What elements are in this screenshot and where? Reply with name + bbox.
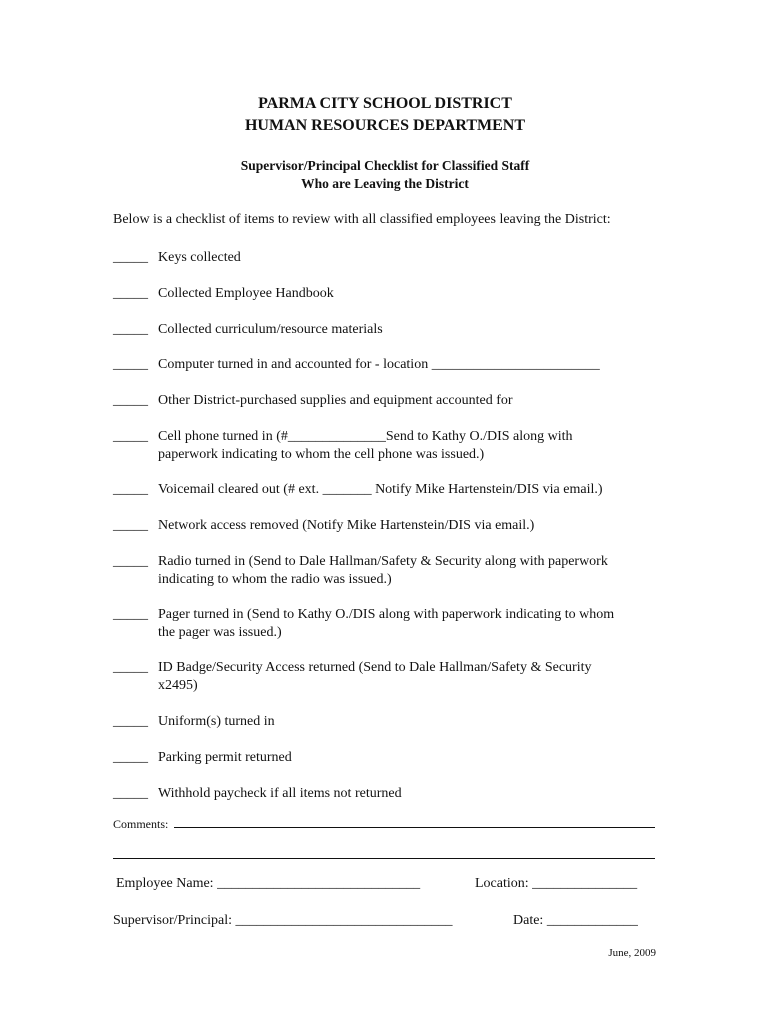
checklist-subtitle-line2: Who are Leaving the District (301, 176, 469, 191)
location-field[interactable]: Location: _______________ (475, 876, 638, 891)
checklist-item-line1: Radio turned in (Send to Dale Hallman/Safety & Security along with paperwork (158, 554, 608, 569)
comments-line-1[interactable] (174, 827, 655, 828)
checklist-item-line1: Keys collected (158, 250, 241, 265)
checkbox-blank-line[interactable]: _____ (113, 660, 148, 675)
checklist-item-line1: Withhold paycheck if all items not returned (158, 786, 402, 801)
checklist-item-line2: x2495) (158, 678, 198, 693)
checklist-item-text (158, 285, 658, 303)
checklist-item-text (158, 356, 658, 374)
checklist-item-line1: Cell phone turned in (#______________Send to Kathy O./DIS along with (158, 429, 573, 444)
checklist-item-line1: Pager turned in (Send to Kathy O./DIS along with paperwork indicating to whom (158, 607, 615, 622)
checklist-item-line1: Network access removed (Notify Mike Hartenstein/DIS via email.) (158, 518, 535, 533)
department-title: HUMAN RESOURCES DEPARTMENT (244, 117, 526, 134)
revision-date: June, 2009 (608, 947, 656, 959)
checklist-item-line2: paperwork indicating to whom the cell phone was issued.) (158, 447, 485, 462)
checklist-item-text (158, 606, 658, 642)
checklist-item-text (158, 785, 658, 803)
checklist-item-text (158, 392, 658, 410)
checklist-item-line1: Voicemail cleared out (# ext. _______ Notify Mike Hartenstein/DIS via email.) (158, 482, 603, 497)
checklist-item-line1: Uniform(s) turned in (158, 714, 275, 729)
comments-label: Comments: (113, 817, 169, 831)
checkbox-blank-line[interactable]: _____ (113, 482, 148, 497)
checkbox-blank-line[interactable]: _____ (113, 750, 148, 765)
checklist-item-text (158, 428, 658, 464)
checklist-item-line1: Collected Employee Handbook (158, 286, 334, 301)
intro-text: Below is a checklist of items to review with all classified employees leaving the District: (113, 212, 611, 227)
supervisor-principal-field[interactable]: Supervisor/Principal: _______________________________ (113, 913, 453, 928)
checklist-item-line1: Computer turned in and accounted for - location ________________________ (158, 357, 600, 372)
checkbox-blank-line[interactable]: _____ (113, 286, 148, 301)
checklist-item-text (158, 749, 658, 767)
checklist-item-line1: Other District-purchased supplies and equipment accounted for (158, 393, 513, 408)
checkbox-blank-line[interactable]: _____ (113, 393, 148, 408)
checkbox-blank-line[interactable]: _____ (113, 554, 148, 569)
date-field[interactable]: Date: _____________ (513, 913, 638, 928)
checklist-item-text (158, 321, 658, 339)
checklist-item-text (158, 249, 658, 267)
comments-line-2[interactable] (113, 858, 655, 859)
checklist-item-line1: Collected curriculum/resource materials (158, 322, 383, 337)
checklist-item-text (158, 481, 658, 499)
checklist-item-line1: Parking permit returned (158, 750, 292, 765)
checklist-item-text (158, 517, 658, 535)
checkbox-blank-line[interactable]: _____ (113, 429, 148, 444)
checklist-subtitle-line1: Supervisor/Principal Checklist for Classified Staff (240, 158, 530, 173)
checklist-item-text (158, 553, 658, 589)
checklist-item-text (158, 713, 658, 731)
checklist-item-line2: the pager was issued.) (158, 625, 282, 640)
checkbox-blank-line[interactable]: _____ (113, 714, 148, 729)
checklist-item-line1: ID Badge/Security Access returned (Send to Dale Hallman/Safety & Security (158, 660, 592, 675)
checkbox-blank-line[interactable]: _____ (113, 518, 148, 533)
checkbox-blank-line[interactable]: _____ (113, 250, 148, 265)
checkbox-blank-line[interactable]: _____ (113, 322, 148, 337)
employee-name-field[interactable]: Employee Name: _____________________________ (116, 876, 421, 891)
checkbox-blank-line[interactable]: _____ (113, 357, 148, 372)
checkbox-blank-line[interactable]: _____ (113, 786, 148, 801)
checklist-item-text (158, 659, 658, 695)
checkbox-blank-line[interactable]: _____ (113, 607, 148, 622)
checklist-item-line2: indicating to whom the radio was issued.) (158, 572, 392, 587)
district-title: PARMA CITY SCHOOL DISTRICT (258, 95, 512, 112)
